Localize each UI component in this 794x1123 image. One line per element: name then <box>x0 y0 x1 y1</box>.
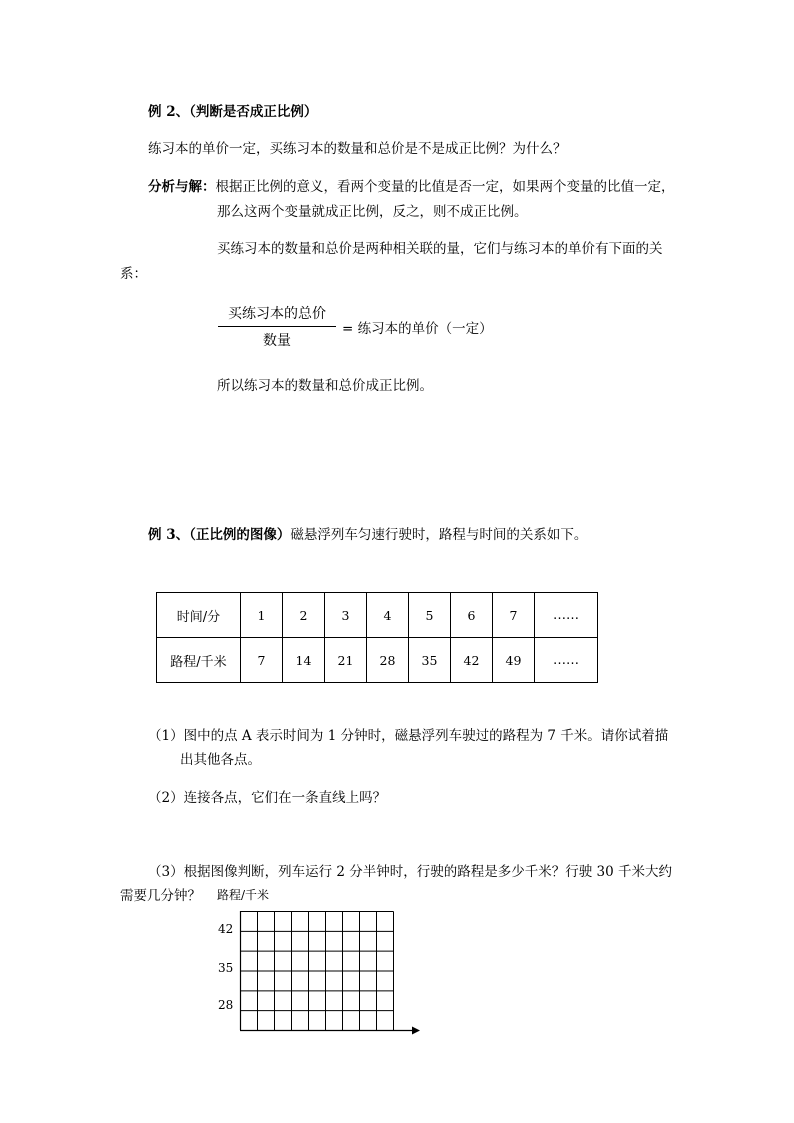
table-cell: 7 <box>493 593 535 638</box>
table-cell: …… <box>535 593 598 638</box>
table-cell: 35 <box>409 638 451 683</box>
graph-y-axis-label: 路程/千米 <box>217 888 270 902</box>
fraction-numerator: 买练习本的总价 <box>218 303 336 327</box>
example3-heading-line <box>148 523 587 543</box>
table-row-label: 时间/分 <box>157 593 241 638</box>
analysis-label: 分析与解： <box>148 179 216 195</box>
table-cell: …… <box>535 638 598 683</box>
fraction-result: = 练习本的单价（一定） <box>342 321 493 337</box>
question3-line2: 需要几分钟？ <box>120 888 201 904</box>
question2: （2）连接各点，它们在一条直线上吗？ <box>148 790 387 806</box>
example3-heading: 例 3、（正比例的图像） <box>148 527 291 543</box>
example2-conclusion: 所以练习本的数量和总价成正比例。 <box>217 378 433 394</box>
example2-heading: 例 2、（判断是否成正比例） <box>148 104 318 120</box>
table-row <box>157 593 598 638</box>
example3-intro: 磁悬浮列车匀速行驶时，路程与时间的关系如下。 <box>290 527 588 543</box>
table-cell: 3 <box>325 593 367 638</box>
fraction <box>218 303 336 350</box>
relation-line1: 买练习本的数量和总价是两种相关联的量，它们与练习本的单价有下面的关 <box>217 241 663 257</box>
graph-y-tick: 42 <box>218 922 234 936</box>
analysis-line1 <box>148 175 675 195</box>
fraction-denominator: 数量 <box>263 333 291 349</box>
table-cell: 28 <box>367 638 409 683</box>
table-cell: 5 <box>409 593 451 638</box>
x-axis-arrow-icon <box>412 1027 420 1035</box>
question1-line2: 出其他各点。 <box>180 752 261 768</box>
example2-question: 练习本的单价一定，买练习本的数量和总价是不是成正比例？为什么？ <box>148 141 567 157</box>
question3-line1: （3）根据图像判断，列车运行 2 分半钟时，行驶的路程是多少千米？行驶 30 千米大约 <box>148 864 673 880</box>
table-cell: 42 <box>451 638 493 683</box>
relation-line2: 系： <box>120 266 147 282</box>
table-row-label: 路程/千米 <box>157 638 241 683</box>
table-cell: 6 <box>451 593 493 638</box>
question1-line1: （1）图中的点 A 表示时间为 1 分钟时，磁悬浮列车驶过的路程为 7 千米。请你试着描 <box>148 728 669 744</box>
analysis-line2: 那么这两个变量就成正比例，反之，则不成正比例。 <box>217 204 528 220</box>
speed-table <box>156 592 598 683</box>
table-cell: 7 <box>241 638 283 683</box>
graph-y-tick: 35 <box>218 961 234 975</box>
table-cell: 21 <box>325 638 367 683</box>
table-cell: 2 <box>283 593 325 638</box>
analysis-text1: 根据正比例的意义，看两个变量的比值是否一定，如果两个变量的比值一定， <box>215 179 675 195</box>
table-cell: 49 <box>493 638 535 683</box>
table-cell: 14 <box>283 638 325 683</box>
table-cell: 1 <box>241 593 283 638</box>
table-cell: 4 <box>367 593 409 638</box>
table-row <box>157 638 598 683</box>
graph-y-tick: 28 <box>218 998 234 1012</box>
